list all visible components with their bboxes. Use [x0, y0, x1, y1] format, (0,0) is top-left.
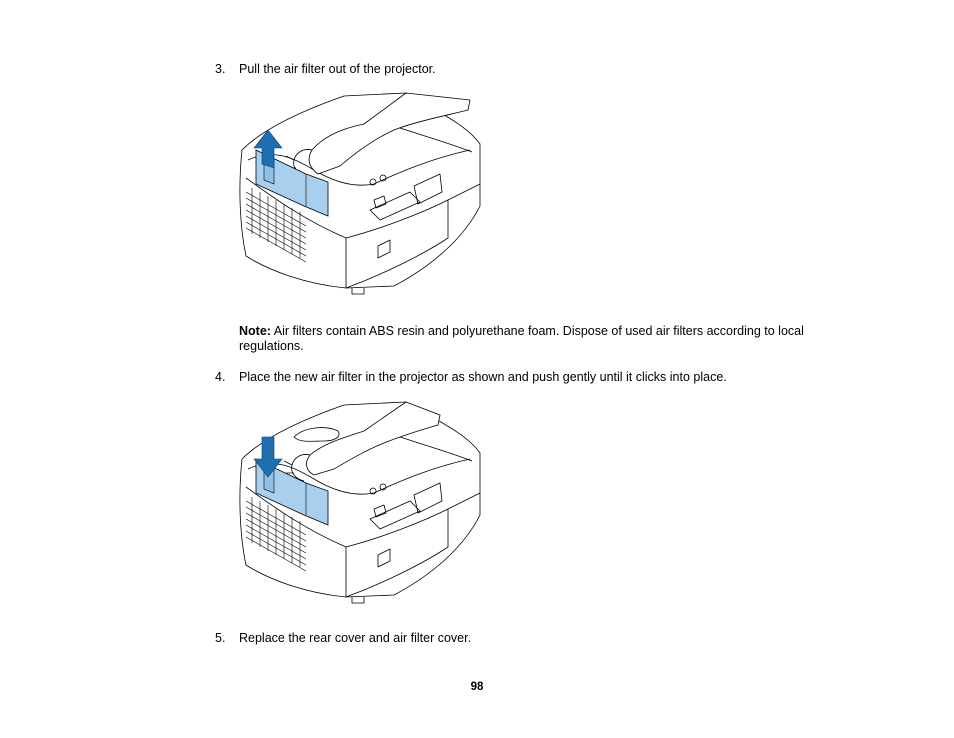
- step-text: Place the new air filter in the projector as shown and push gently until it clicks into place.: [239, 370, 727, 384]
- page-number: 98: [470, 681, 484, 693]
- step-text: Pull the air filter out of the projector.: [239, 62, 436, 76]
- note-label: Note:: [239, 324, 271, 338]
- step-number: 4.: [215, 370, 226, 384]
- step-text: Replace the rear cover and air filter cover.: [239, 631, 472, 645]
- step-number: 5.: [215, 631, 226, 645]
- step-number: 3.: [215, 62, 226, 76]
- note-paragraph: [239, 324, 819, 354]
- projector-filter-removal-illustration: [234, 88, 486, 300]
- projector-filter-insertion-illustration: [234, 397, 486, 609]
- note-text: Air filters contain ABS resin and polyurethane foam. Dispose of used air filters according to local regulations.: [239, 324, 804, 353]
